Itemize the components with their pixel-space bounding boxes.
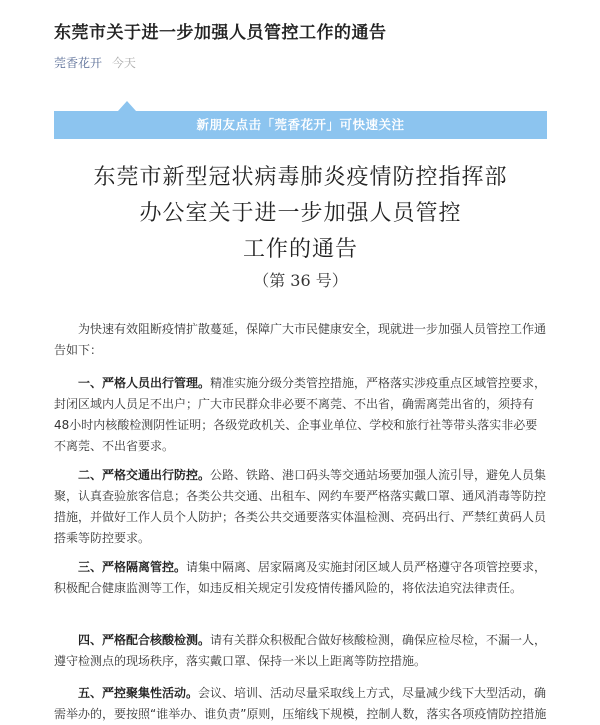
section-3 — [54, 557, 547, 599]
section-3-heading: 三、严格隔离管控。 — [78, 560, 187, 574]
section-2-heading: 二、严格交通出行防控。 — [78, 468, 211, 482]
section-1 — [54, 373, 547, 457]
section-3-body: 请集中隔离、居家隔离及实施封闭区域人员严格遵守各项管控要求，积极配合健康监测等工作，如违反相关规定引发疫情传播风险的，将依法追究法律责任。 — [54, 560, 547, 595]
section-5-body: 会议、培训、活动尽量采取线上方式，尽量减少线下大型活动，确需举办的，要按照“谁举办、谁负责”原则，压缩线下规模，控制人数，落实各项疫情防控措施 — [54, 686, 547, 721]
notice-heading-line3: 工作的通告 — [242, 237, 358, 262]
follow-banner[interactable]: 新朋友点击「莞香花开」可快速关注 — [54, 111, 547, 139]
section-4-heading: 四、严格配合核酸检测。 — [78, 633, 211, 647]
article-meta — [54, 54, 136, 71]
section-2 — [54, 465, 547, 549]
author-link[interactable]: 莞香花开 — [54, 56, 103, 70]
publish-time: 今天 — [111, 56, 136, 70]
notice-heading-line2: 办公室关于进一步加强人员管控 — [139, 201, 462, 226]
section-1-heading: 一、严格人员出行管理。 — [78, 376, 211, 390]
notice-heading-line1: 东莞市新型冠状病毒肺炎疫情防控指挥部 — [93, 165, 508, 190]
section-2-body: 公路、铁路、港口码头等交通站场要加强人流引导，避免人员集聚，认真查验旅客信息；各类公共交通、出租车、网约车要严格落实戴口罩、通风消毒等防控措施，并做好工作人员个人防护；各类公共交通要落实体温检测、亮码出行、严禁红黄码人员搭乘等防控要求。 — [54, 468, 547, 545]
intro-paragraph: 为快速有效阻断疫情扩散蔓延，保障广大市民健康安全，现就进一步加强人员管控工作通告如下： — [54, 322, 547, 357]
section-4 — [54, 630, 547, 672]
section-4-body: 请有关群众积极配合做好核酸检测，确保应检尽检，不漏一人，遵守检测点的现场秩序，落实戴口罩、保持一米以上距离等防控措施。 — [54, 633, 547, 668]
notice-number: （第 36 号） — [253, 271, 348, 290]
section-5-heading: 五、严控聚集性活动。 — [78, 686, 199, 700]
banner-pointer — [118, 101, 136, 111]
section-5 — [54, 683, 547, 725]
article-title: 东莞市关于进一步加强人员管控工作的通告 — [54, 23, 387, 43]
section-1-body: 精准实施分级分类管控措施，严格落实涉疫重点区域管控要求，封闭区域内人员足不出户；广大市民群众非必要不离莞、不出省，确需离莞出省的，须持有48小时内核酸检测阴性证明；各级党政机关、企事业单位、学校和旅行社等带头落实非必要不离莞、不出省要求。 — [54, 376, 547, 453]
